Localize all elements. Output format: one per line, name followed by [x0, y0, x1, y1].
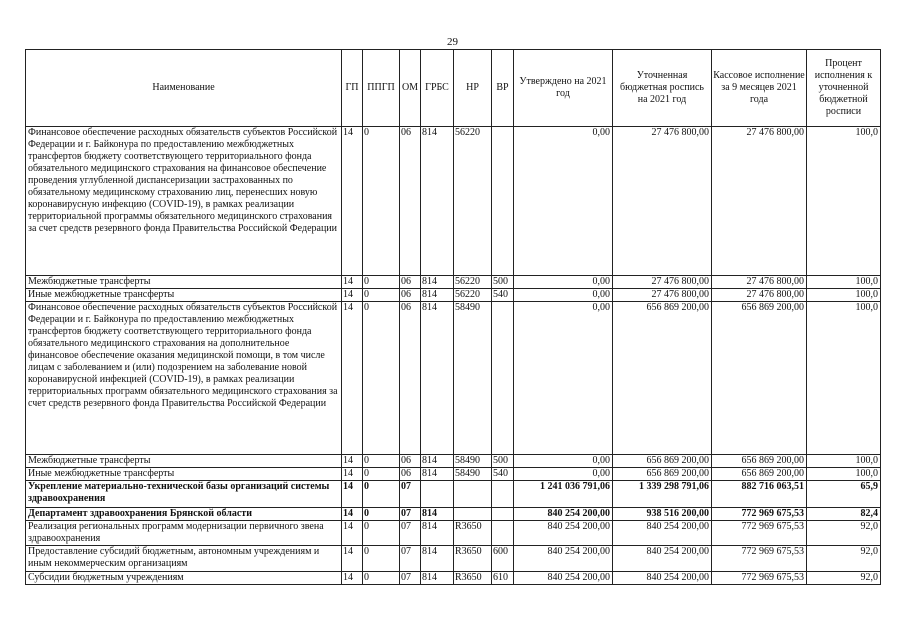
header-vr: ВР [492, 50, 514, 127]
cell-gp: 14 [342, 302, 363, 455]
header-approved: Утверждено на 2021 год [514, 50, 613, 127]
header-np: НР [454, 50, 492, 127]
cell-cash: 772 969 675,53 [712, 521, 807, 546]
cell-ppgp: 0 [363, 302, 400, 455]
cell-name: Финансовое обеспечение расходных обязательств субъектов Российской Федерации и г. Байконура по предоставлению межбюджетных трансфертов бюджету соответствующего территориального фонда обязательного медицинского страхования на дополнительное финансовое обеспечение оказания медицинской помощи, в том числе лицам с заболеванием и (или) подозрением на заболевание новой коронавирусной инфекцией (COVID-19), в рамках реализации территориальных программ обязательного медицинского страхования за счет средств резервного фонда Правительства Российской Федерации [26, 302, 342, 455]
cell-np [454, 481, 492, 508]
cell-approved: 1 241 036 791,06 [514, 481, 613, 508]
cell-vr [492, 127, 514, 276]
cell-gp: 14 [342, 468, 363, 481]
cell-np: R3650 [454, 521, 492, 546]
cell-percent: 92,0 [807, 521, 881, 546]
table-row [26, 572, 881, 585]
cell-name: Межбюджетные трансферты [26, 276, 342, 289]
cell-np: 56220 [454, 289, 492, 302]
cell-approved: 840 254 200,00 [514, 508, 613, 521]
table-row [26, 302, 881, 455]
table-body [26, 127, 881, 585]
cell-grbs: 814 [421, 508, 454, 521]
cell-refined: 840 254 200,00 [613, 546, 712, 572]
cell-grbs: 814 [421, 302, 454, 455]
cell-percent: 92,0 [807, 546, 881, 572]
cell-np: 58490 [454, 468, 492, 481]
cell-gp: 14 [342, 572, 363, 585]
header-name: Наименование [26, 50, 342, 127]
cell-gp: 14 [342, 289, 363, 302]
cell-grbs: 814 [421, 546, 454, 572]
cell-gp: 14 [342, 546, 363, 572]
cell-vr: 540 [492, 289, 514, 302]
cell-np: 58490 [454, 302, 492, 455]
cell-cash: 882 716 063,51 [712, 481, 807, 508]
cell-cash: 772 969 675,53 [712, 508, 807, 521]
cell-vr: 540 [492, 468, 514, 481]
cell-refined: 656 869 200,00 [613, 455, 712, 468]
cell-np: 58490 [454, 455, 492, 468]
cell-vr [492, 481, 514, 508]
cell-percent: 100,0 [807, 127, 881, 276]
cell-cash: 27 476 800,00 [712, 127, 807, 276]
cell-cash: 656 869 200,00 [712, 302, 807, 455]
cell-ppgp: 0 [363, 481, 400, 508]
table-row [26, 521, 881, 546]
cell-name: Субсидии бюджетным учреждениям [26, 572, 342, 585]
cell-percent: 100,0 [807, 289, 881, 302]
cell-ppgp: 0 [363, 276, 400, 289]
cell-gp: 14 [342, 455, 363, 468]
header-gp: ГП [342, 50, 363, 127]
cell-om: 07 [400, 572, 421, 585]
cell-np [454, 508, 492, 521]
cell-cash: 772 969 675,53 [712, 546, 807, 572]
cell-ppgp: 0 [363, 546, 400, 572]
cell-vr [492, 521, 514, 546]
cell-np: 56220 [454, 127, 492, 276]
cell-refined: 27 476 800,00 [613, 127, 712, 276]
cell-refined: 656 869 200,00 [613, 468, 712, 481]
cell-np: R3650 [454, 546, 492, 572]
cell-approved: 0,00 [514, 468, 613, 481]
cell-percent: 100,0 [807, 455, 881, 468]
table-row [26, 276, 881, 289]
header-row [26, 50, 881, 127]
cell-approved: 0,00 [514, 302, 613, 455]
budget-table [25, 49, 881, 585]
cell-grbs: 814 [421, 455, 454, 468]
cell-approved: 840 254 200,00 [514, 546, 613, 572]
cell-grbs: 814 [421, 572, 454, 585]
cell-approved: 0,00 [514, 289, 613, 302]
cell-np: R3650 [454, 572, 492, 585]
cell-ppgp: 0 [363, 572, 400, 585]
table-row [26, 455, 881, 468]
cell-approved: 0,00 [514, 127, 613, 276]
cell-grbs: 814 [421, 521, 454, 546]
cell-vr: 600 [492, 546, 514, 572]
cell-cash: 656 869 200,00 [712, 468, 807, 481]
cell-gp: 14 [342, 508, 363, 521]
header-cash: Кассовое исполнение за 9 месяцев 2021 года [712, 50, 807, 127]
cell-gp: 14 [342, 127, 363, 276]
cell-percent: 100,0 [807, 468, 881, 481]
cell-refined: 1 339 298 791,06 [613, 481, 712, 508]
table-row [26, 289, 881, 302]
cell-ppgp: 0 [363, 468, 400, 481]
cell-cash: 656 869 200,00 [712, 455, 807, 468]
cell-name: Иные межбюджетные трансферты [26, 468, 342, 481]
cell-ppgp: 0 [363, 289, 400, 302]
cell-ppgp: 0 [363, 521, 400, 546]
cell-refined: 938 516 200,00 [613, 508, 712, 521]
cell-grbs [421, 481, 454, 508]
table-row [26, 546, 881, 572]
cell-cash: 27 476 800,00 [712, 289, 807, 302]
cell-approved: 0,00 [514, 276, 613, 289]
cell-gp: 14 [342, 481, 363, 508]
cell-vr: 500 [492, 276, 514, 289]
cell-refined: 840 254 200,00 [613, 521, 712, 546]
page-number: 29 [447, 36, 458, 48]
cell-approved: 840 254 200,00 [514, 572, 613, 585]
cell-om: 06 [400, 289, 421, 302]
cell-gp: 14 [342, 521, 363, 546]
table-row [26, 127, 881, 276]
cell-name: Предоставление субсидий бюджетным, автономным учреждениям и иным некоммерческим организациям [26, 546, 342, 572]
cell-approved: 0,00 [514, 455, 613, 468]
cell-percent: 82,4 [807, 508, 881, 521]
cell-refined: 27 476 800,00 [613, 289, 712, 302]
cell-om: 06 [400, 127, 421, 276]
cell-vr [492, 508, 514, 521]
header-percent: Процент исполнения к уточненной бюджетной росписи [807, 50, 881, 127]
cell-grbs: 814 [421, 289, 454, 302]
cell-percent: 92,0 [807, 572, 881, 585]
header-om: ОМ [400, 50, 421, 127]
header-grbs: ГРБС [421, 50, 454, 127]
cell-cash: 27 476 800,00 [712, 276, 807, 289]
cell-percent: 65,9 [807, 481, 881, 508]
cell-cash: 772 969 675,53 [712, 572, 807, 585]
cell-name: Реализация региональных программ модернизации первичного звена здравоохранения [26, 521, 342, 546]
cell-om: 06 [400, 302, 421, 455]
cell-om: 06 [400, 276, 421, 289]
header-refined: Уточненная бюджетная роспись на 2021 год [613, 50, 712, 127]
cell-om: 07 [400, 546, 421, 572]
cell-om: 06 [400, 468, 421, 481]
cell-grbs: 814 [421, 276, 454, 289]
cell-refined: 27 476 800,00 [613, 276, 712, 289]
cell-vr: 500 [492, 455, 514, 468]
cell-name: Финансовое обеспечение расходных обязательств субъектов Российской Федерации и г. Байконура по предоставлению межбюджетных трансфертов бюджету соответствующего территориального фонда обязательного медицинского страхования на финансовое обеспечение проведения углубленной диспансеризации застрахованных по обязательному медицинскому страхованию лиц, перенесших новую коронавирусную инфекцию (COVID-19), в рамках реализации территориальной программы обязательного медицинского страхования за счет средств резервного фонда Правительства Российской Федерации [26, 127, 342, 276]
cell-grbs: 814 [421, 468, 454, 481]
cell-ppgp: 0 [363, 508, 400, 521]
table-row [26, 468, 881, 481]
cell-refined: 656 869 200,00 [613, 302, 712, 455]
table-row [26, 481, 881, 508]
header-ppgp: ППГП [363, 50, 400, 127]
cell-gp: 14 [342, 276, 363, 289]
cell-om: 07 [400, 481, 421, 508]
cell-om: 07 [400, 508, 421, 521]
table-row [26, 508, 881, 521]
cell-name: Межбюджетные трансферты [26, 455, 342, 468]
cell-vr: 610 [492, 572, 514, 585]
cell-np: 56220 [454, 276, 492, 289]
cell-om: 07 [400, 521, 421, 546]
cell-name: Укрепление материально-технической базы организаций системы здравоохранения [26, 481, 342, 508]
cell-om: 06 [400, 455, 421, 468]
cell-approved: 840 254 200,00 [514, 521, 613, 546]
cell-ppgp: 0 [363, 455, 400, 468]
cell-vr [492, 302, 514, 455]
cell-ppgp: 0 [363, 127, 400, 276]
cell-name: Департамент здравоохранения Брянской области [26, 508, 342, 521]
cell-percent: 100,0 [807, 302, 881, 455]
cell-grbs: 814 [421, 127, 454, 276]
cell-percent: 100,0 [807, 276, 881, 289]
cell-name: Иные межбюджетные трансферты [26, 289, 342, 302]
cell-refined: 840 254 200,00 [613, 572, 712, 585]
